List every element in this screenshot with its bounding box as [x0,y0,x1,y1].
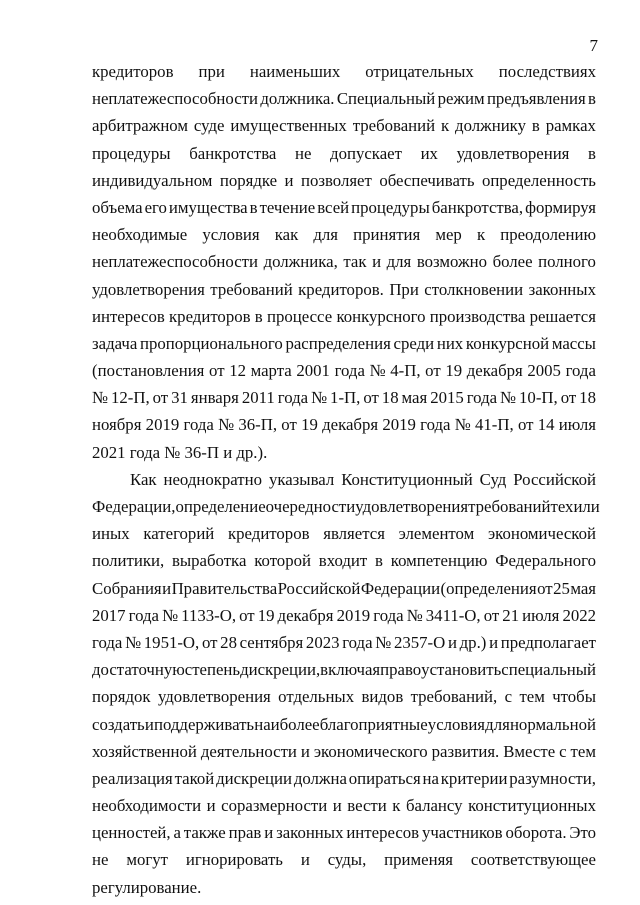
word: порядок [92,687,151,707]
text-line [92,303,596,330]
word: к [441,116,450,136]
word: определение [175,497,266,516]
word: критерии [440,768,508,788]
text-line [92,683,596,710]
word: № [92,388,109,408]
word: марта [250,361,292,381]
word: интересов [346,823,420,843]
word: удовлетворения [355,497,469,516]
text-line [92,140,596,167]
word: № [375,632,392,652]
word: производства [429,306,526,326]
word: поддерживать [153,714,255,734]
word: 2019 [336,605,371,625]
word: июля [558,415,596,435]
word: и [162,578,172,598]
text-line [92,711,596,738]
word: тем [519,687,545,707]
word: требований, [410,687,498,707]
word: 3411-О, [425,605,481,625]
word: и [264,823,274,843]
word: конкурсного [336,306,426,326]
word: его [144,197,167,217]
word: 1951-О, [143,632,200,652]
word: в [249,197,258,217]
word: процедуры [92,143,171,163]
word: установить [421,660,502,680]
word: и [300,741,310,761]
word: создать [92,714,145,734]
word: распределения [285,333,391,353]
word: 1-П, [330,388,361,408]
word: и [372,252,382,272]
text-line [92,167,596,194]
text-line [92,656,596,683]
word: от [152,388,169,408]
word: при [198,62,225,81]
word: соответствующее [470,850,596,870]
word: 2019 [382,415,416,435]
word: декабря [322,415,379,435]
word: Федерации, [92,497,176,516]
word: кредиторов [169,306,251,326]
word: позволяет [300,170,372,190]
word: неплатежеспособности [92,252,258,272]
word: законных [528,279,596,299]
word: с [559,741,567,761]
word: индивидуальном [92,170,213,190]
word: 18 [579,388,596,408]
word: Специальный [336,89,436,109]
word: Правительства [171,578,278,598]
word: 19 [257,605,275,625]
word: режим [437,89,485,109]
word: № [454,415,471,435]
word: 10-П, [519,388,558,408]
word: банкротства, [431,197,524,217]
word: необходимости [92,796,202,816]
word: Федерации [360,578,441,598]
word: конкурсной [465,333,550,353]
word: 18 [381,388,399,408]
word: интересов [92,306,165,326]
word: банкротства [189,143,277,163]
text-line [92,846,596,873]
word: специальный [501,660,596,680]
word: прав [228,823,262,843]
word: тем [570,741,596,761]
word: процессе [267,306,333,326]
word: требований [468,497,551,516]
text-line [92,411,596,438]
word: имущественных [230,116,347,136]
text-line [92,520,596,547]
word: 12 [229,361,246,381]
word: мая [401,388,428,408]
word: всей [317,197,350,217]
word: года [128,605,159,625]
word: 2011 [241,388,275,408]
word: года [466,388,498,408]
word: или [573,497,600,516]
word: года [334,361,365,381]
word: и [489,632,499,652]
word: чтобы [552,687,596,707]
word: должника. [260,89,335,109]
word: № [218,415,235,435]
word: 2019 [145,415,180,435]
word: 2017 [92,605,126,625]
word: право [380,660,422,680]
word: ноября [92,415,142,435]
word: года [277,388,309,408]
word: Вместе [503,741,556,761]
word: видов [361,687,404,707]
text-line [92,765,596,792]
word: должника, [263,252,338,272]
word: июля [522,605,560,625]
word: степень [184,660,241,680]
word: от [517,415,534,435]
word: допускает [330,143,402,163]
word: и [300,850,310,870]
word: Федерального [495,551,596,571]
text-line [92,629,596,656]
word: не [92,850,109,870]
word: возможно [416,252,487,272]
word: года [342,632,373,652]
word: дискреции [216,768,292,788]
word: объема [92,197,143,217]
word: с [504,687,513,707]
word: Как [130,469,157,489]
text-line [92,547,596,574]
word: является [323,524,385,544]
word: достаточную [92,660,185,680]
paragraph-1 [92,58,596,466]
word: также [183,823,226,843]
word: неплатежеспособности [92,89,258,109]
word: удовлетворения [92,279,205,299]
word: кредиторов [228,524,310,544]
word: года [565,361,596,381]
word: ценностей, [92,823,171,843]
word: имущества [168,197,248,217]
word: пропорционального [140,333,283,353]
text-line [92,330,596,357]
text-line [92,112,596,139]
text-line-last [92,439,596,466]
word: их [420,143,438,163]
word: вести [347,796,387,816]
word: от [483,605,500,625]
word: дискреции, [240,660,321,680]
word: 25 [553,578,570,598]
word: порядке [219,170,278,190]
text-line [92,602,596,629]
word: (определения [440,578,537,598]
word: участников [421,823,503,843]
word: 4-П, [390,361,421,381]
word: экономического [313,741,428,761]
word: удовлетворения [157,687,271,707]
word: указывал [268,469,335,489]
text-line [92,357,596,384]
word: года [420,415,451,435]
word: в [254,306,263,326]
word: для [485,714,510,734]
word: 14 [537,415,555,435]
word: иных [92,524,130,544]
word: от [537,578,553,598]
word: условия [427,714,486,734]
word: отдельных [278,687,355,707]
word: неоднократно [163,469,263,489]
word: 31 [171,388,188,408]
word: категорий [143,524,215,544]
word: января [190,388,239,408]
word: сентября [239,632,304,652]
word: преодолению [500,225,596,245]
word: политики, [92,551,165,571]
word: (постановления [92,361,205,381]
word: деятельности [200,741,297,761]
word: 2015 [430,388,464,408]
word: № [406,605,423,625]
paragraph-2 [92,466,600,901]
word: 2023 [305,632,340,652]
word: и [447,632,457,652]
word: 2021 года № 36-П и др.). [92,442,268,462]
word: выработка [171,551,247,571]
word: и [144,714,154,734]
word: 2005 [527,361,561,381]
word: опираться [348,768,421,788]
word: арбитражном [92,116,189,136]
word: принятия [353,225,421,245]
text-line [92,248,596,275]
word: от [363,388,379,408]
word: 21 [502,605,520,625]
word: обеспечивать [379,170,475,190]
text-line-last [92,874,596,901]
word: мая [570,578,596,598]
word: а [173,823,181,843]
text-line [92,819,596,846]
word: элементом [398,524,475,544]
word: в [375,551,383,571]
word: игнорировать [185,850,283,870]
word: к [392,796,401,816]
word: формируя [525,197,596,217]
word: требований [352,116,436,136]
word: оборота. [505,823,567,843]
word: которой [254,551,311,571]
word: для [386,252,412,272]
word: решается [529,306,596,326]
word: балансу [405,796,463,816]
word: Российской [277,578,361,598]
word: столкновении [424,279,524,299]
word: в [588,89,596,109]
word: и [284,170,294,190]
word: развития. [431,741,500,761]
word: в [531,116,540,136]
word: № [369,361,386,381]
word: них [436,333,464,353]
word: входит [318,551,368,571]
word: хозяйственной [92,741,197,761]
word: декабря [466,361,523,381]
word: полного [538,252,596,272]
word: 36-П, [238,415,278,435]
word: должна [293,768,347,788]
word: предъявления [486,89,586,109]
word: наименьших [249,62,341,81]
word: 19 [445,361,463,381]
word: процедуры [351,197,430,217]
word: последствиях [498,62,596,81]
text-line [92,194,596,221]
text-line [92,575,596,602]
word: Собрания [92,578,162,598]
word: такой [174,768,215,788]
word: разумности, [509,768,596,788]
word: в [588,143,596,163]
word: Суд [479,469,507,489]
text-line [92,276,596,303]
word: декабря [277,605,334,625]
text-line [92,493,600,520]
word: Конституционный [341,469,473,489]
word: очередности [265,497,356,516]
word: удовлетворения [456,143,570,163]
word: требований [210,279,293,299]
word: 12-П, [110,388,150,408]
word: № [311,388,328,408]
word: так [343,252,367,272]
word: для [313,225,339,245]
word: не [294,143,312,163]
word: тех [550,497,574,516]
word: суды, [327,850,367,870]
word: конституционных [468,796,596,816]
word: кредиторов [92,62,174,81]
word: должнику [455,116,526,136]
word: наиболее [254,714,320,734]
word: При [389,279,419,299]
word: от [201,632,218,652]
word: от [281,415,297,435]
text-line [92,792,596,819]
word: суде [193,116,225,136]
text-line [92,738,596,765]
word: условия [202,225,260,245]
body-text [92,58,600,901]
word: определенность [481,170,596,190]
text-line [92,384,596,411]
word: благоприятные [319,714,428,734]
word: компетенцию [390,551,488,571]
word: к [476,225,486,245]
word: отрицательных [365,62,474,81]
word: соразмерности [221,796,328,816]
word: 2022 [562,605,596,625]
word: применяя [384,850,454,870]
word: года [92,632,123,652]
word: Российской [513,469,596,489]
text-line-indented [92,466,596,493]
text-line [92,58,596,85]
text-line [92,221,596,248]
word: Это [569,823,596,843]
word: 19 [301,415,318,435]
word: регулирование. [92,877,202,897]
word: более [492,252,533,272]
word: 2357-О [393,632,446,652]
word: от [560,388,577,408]
word: как [274,225,299,245]
word: 2001 [296,361,330,381]
word: мер [435,225,462,245]
word: № [500,388,517,408]
word: на [422,768,439,788]
word: течение [259,197,316,217]
word: задача [92,333,138,353]
word: № [125,632,142,652]
word: и [332,796,342,816]
word: необходимые [92,225,188,245]
word: др.) [459,632,487,652]
word: реализация [92,768,173,788]
word: предполагает [500,632,596,652]
text-line [92,85,596,112]
word: могут [126,850,168,870]
word: года [183,415,214,435]
word: от [239,605,255,625]
word: рамках [545,116,596,136]
word: включая [320,660,381,680]
word: среди [393,333,435,353]
word: года [373,605,404,625]
word: законных [276,823,344,843]
word: 41-П, [475,415,514,435]
word: и [206,796,216,816]
word: 28 [220,632,237,652]
word: от [425,361,441,381]
word: 1133-О, [181,605,237,625]
word: экономической [487,524,596,544]
word: кредиторов. [298,279,384,299]
word: № [162,605,179,625]
word: нормальной [509,714,596,734]
word: массы [551,333,596,353]
word: от [209,361,225,381]
page-number: 7 [589,36,598,55]
